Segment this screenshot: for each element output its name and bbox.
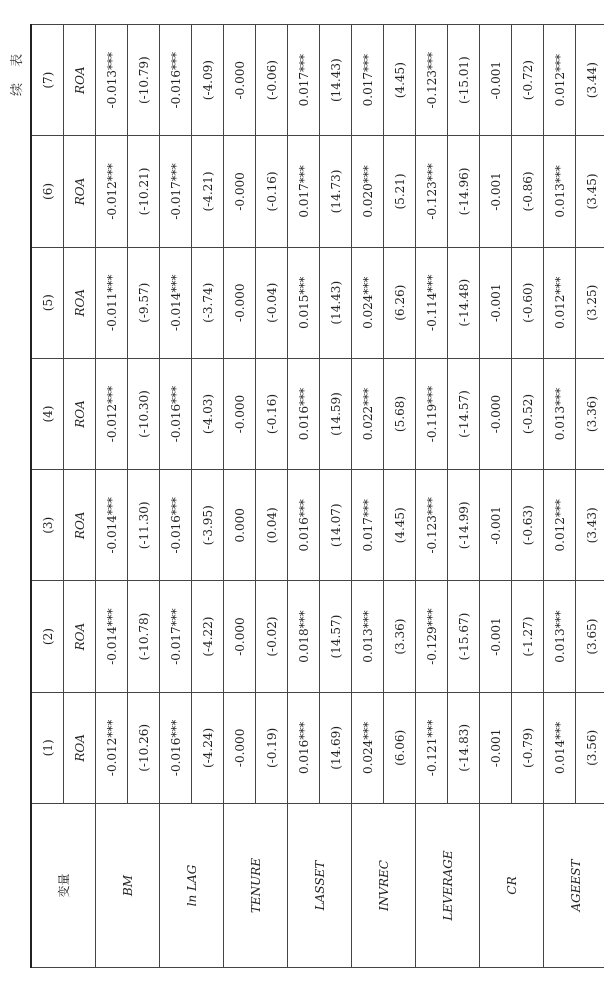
coefficient-cell: 0.013*** bbox=[544, 358, 576, 469]
coefficient-cell: -0.121*** bbox=[416, 692, 448, 803]
model-number-header: (3) bbox=[31, 470, 64, 581]
t-statistic-cell: (3.45) bbox=[576, 136, 604, 247]
t-statistic-cell: (-3.74) bbox=[192, 247, 224, 358]
t-statistic-cell: (-0.16) bbox=[256, 358, 288, 469]
t-statistic-cell: (6.26) bbox=[384, 247, 416, 358]
coefficient-cell: -0.000 bbox=[224, 581, 256, 692]
t-statistic-cell: (-9.57) bbox=[128, 247, 160, 358]
coefficient-cell: -0.119*** bbox=[416, 358, 448, 469]
t-statistic-cell: (-10.26) bbox=[128, 692, 160, 803]
coefficient-cell: -0.001 bbox=[480, 25, 512, 136]
coefficient-cell: 0.022*** bbox=[352, 358, 384, 469]
coefficient-cell: 0.012*** bbox=[544, 247, 576, 358]
variable-header: 变量 bbox=[31, 804, 96, 968]
coefficient-cell: -0.000 bbox=[480, 358, 512, 469]
t-statistic-cell: (-4.22) bbox=[192, 581, 224, 692]
coefficient-row bbox=[160, 25, 192, 968]
t-statistic-cell: (-0.63) bbox=[512, 470, 544, 581]
t-statistic-cell: (-4.03) bbox=[192, 358, 224, 469]
coefficient-cell: 0.020*** bbox=[352, 136, 384, 247]
t-statistic-cell: (-0.02) bbox=[256, 581, 288, 692]
coefficient-cell: -0.129*** bbox=[416, 581, 448, 692]
coefficient-cell: -0.011*** bbox=[96, 247, 128, 358]
t-statistic-cell: (-0.04) bbox=[256, 247, 288, 358]
coefficient-cell: 0.016*** bbox=[288, 692, 320, 803]
coefficient-cell: -0.014*** bbox=[96, 470, 128, 581]
t-statistic-cell: (-10.21) bbox=[128, 136, 160, 247]
coefficient-cell: -0.001 bbox=[480, 692, 512, 803]
coefficient-cell: -0.016*** bbox=[160, 358, 192, 469]
t-statistic-cell: (-15.01) bbox=[448, 25, 480, 136]
coefficient-cell: -0.000 bbox=[224, 358, 256, 469]
coefficient-row bbox=[544, 25, 576, 968]
coefficient-cell: -0.001 bbox=[480, 136, 512, 247]
variable-name: LASSET bbox=[288, 804, 352, 968]
t-statistic-cell: (-4.24) bbox=[192, 692, 224, 803]
t-statistic-cell: (14.73) bbox=[320, 136, 352, 247]
t-statistic-cell: (-15.67) bbox=[448, 581, 480, 692]
variable-name: ln LAG bbox=[160, 804, 224, 968]
t-statistic-cell: (-0.86) bbox=[512, 136, 544, 247]
coefficient-cell: 0.013*** bbox=[352, 581, 384, 692]
coefficient-cell: -0.014*** bbox=[96, 581, 128, 692]
t-statistic-cell: (-0.79) bbox=[512, 692, 544, 803]
t-statistic-cell: (-0.06) bbox=[256, 25, 288, 136]
header-row-model-numbers bbox=[31, 25, 64, 968]
t-statistic-cell: (14.69) bbox=[320, 692, 352, 803]
t-statistic-cell: (-11.30) bbox=[128, 470, 160, 581]
t-statistic-cell: (3.56) bbox=[576, 692, 604, 803]
coefficient-cell: 0.016*** bbox=[288, 358, 320, 469]
t-statistic-cell: (-14.57) bbox=[448, 358, 480, 469]
model-number-header: (6) bbox=[31, 136, 64, 247]
variable-name: INVREC bbox=[352, 804, 416, 968]
variable-name: TENURE bbox=[224, 804, 288, 968]
coefficient-cell: 0.017*** bbox=[352, 25, 384, 136]
dependent-variable-header: ROA bbox=[64, 136, 96, 247]
coefficient-cell: 0.012*** bbox=[544, 25, 576, 136]
coefficient-row bbox=[96, 25, 128, 968]
t-statistic-cell: (-3.95) bbox=[192, 470, 224, 581]
coefficient-cell: 0.013*** bbox=[544, 136, 576, 247]
coefficient-cell: -0.123*** bbox=[416, 136, 448, 247]
dependent-variable-header: ROA bbox=[64, 692, 96, 803]
coefficient-cell: 0.013*** bbox=[544, 581, 576, 692]
t-statistic-cell: (-10.79) bbox=[128, 25, 160, 136]
coefficient-cell: 0.024*** bbox=[352, 692, 384, 803]
coefficient-cell: -0.123*** bbox=[416, 25, 448, 136]
t-statistic-cell: (-4.09) bbox=[192, 25, 224, 136]
dependent-variable-header: ROA bbox=[64, 25, 96, 136]
coefficient-cell: -0.000 bbox=[224, 247, 256, 358]
t-statistic-cell: (-1.27) bbox=[512, 581, 544, 692]
coefficient-cell: -0.001 bbox=[480, 470, 512, 581]
t-statistic-cell: (14.59) bbox=[320, 358, 352, 469]
coefficient-cell: 0.012*** bbox=[544, 470, 576, 581]
t-statistic-cell: (4.45) bbox=[384, 25, 416, 136]
coefficient-cell: -0.017*** bbox=[160, 136, 192, 247]
t-statistic-cell: (-0.52) bbox=[512, 358, 544, 469]
coefficient-cell: -0.012*** bbox=[96, 692, 128, 803]
t-statistic-cell: (-14.48) bbox=[448, 247, 480, 358]
regression-table bbox=[30, 24, 604, 968]
coefficient-cell: -0.017*** bbox=[160, 581, 192, 692]
coefficient-cell: 0.018*** bbox=[288, 581, 320, 692]
t-statistic-cell: (6.06) bbox=[384, 692, 416, 803]
t-statistic-cell: (14.43) bbox=[320, 25, 352, 136]
coefficient-cell: 0.015*** bbox=[288, 247, 320, 358]
dependent-variable-header: ROA bbox=[64, 581, 96, 692]
coefficient-cell: 0.017*** bbox=[288, 25, 320, 136]
coefficient-cell: 0.014*** bbox=[544, 692, 576, 803]
t-statistic-cell: (4.45) bbox=[384, 470, 416, 581]
coefficient-cell: -0.000 bbox=[224, 136, 256, 247]
t-statistic-cell: (-10.30) bbox=[128, 358, 160, 469]
dependent-variable-header: ROA bbox=[64, 470, 96, 581]
coefficient-cell: -0.012*** bbox=[96, 136, 128, 247]
coefficient-cell: -0.000 bbox=[224, 25, 256, 136]
t-statistic-cell: (5.68) bbox=[384, 358, 416, 469]
coefficient-cell: 0.024*** bbox=[352, 247, 384, 358]
model-number-header: (2) bbox=[31, 581, 64, 692]
coefficient-cell: 0.016*** bbox=[288, 470, 320, 581]
t-statistic-cell: (14.57) bbox=[320, 581, 352, 692]
coefficient-cell: -0.014*** bbox=[160, 247, 192, 358]
variable-name: BM bbox=[96, 804, 160, 968]
coefficient-row bbox=[288, 25, 320, 968]
model-number-header: (4) bbox=[31, 358, 64, 469]
t-statistic-cell: (14.07) bbox=[320, 470, 352, 581]
coefficient-cell: -0.000 bbox=[224, 692, 256, 803]
coefficient-cell: -0.114*** bbox=[416, 247, 448, 358]
t-statistic-cell: (-0.60) bbox=[512, 247, 544, 358]
t-statistic-cell: (3.44) bbox=[576, 25, 604, 136]
continued-caption: 续 表 bbox=[10, 47, 25, 96]
t-statistic-cell: (-14.83) bbox=[448, 692, 480, 803]
coefficient-cell: -0.012*** bbox=[96, 358, 128, 469]
coefficient-row bbox=[224, 25, 256, 968]
coefficient-row bbox=[352, 25, 384, 968]
coefficient-cell: -0.013*** bbox=[96, 25, 128, 136]
coefficient-cell: 0.017*** bbox=[352, 470, 384, 581]
dependent-variable-header: ROA bbox=[64, 247, 96, 358]
variable-name: LEVERAGE bbox=[416, 804, 480, 968]
t-statistic-cell: (-14.99) bbox=[448, 470, 480, 581]
t-statistic-cell: (-0.16) bbox=[256, 136, 288, 247]
t-statistic-cell: (0.04) bbox=[256, 470, 288, 581]
coefficient-cell: -0.001 bbox=[480, 581, 512, 692]
coefficient-cell: -0.016*** bbox=[160, 692, 192, 803]
model-number-header: (1) bbox=[31, 692, 64, 803]
coefficient-cell: 0.017*** bbox=[288, 136, 320, 247]
coefficient-cell: -0.016*** bbox=[160, 470, 192, 581]
coefficient-cell: -0.016*** bbox=[160, 25, 192, 136]
coefficient-row bbox=[480, 25, 512, 968]
t-statistic-cell: (-4.21) bbox=[192, 136, 224, 247]
coefficient-row bbox=[416, 25, 448, 968]
t-statistic-cell: (3.36) bbox=[576, 358, 604, 469]
coefficient-cell: -0.123*** bbox=[416, 470, 448, 581]
t-statistic-cell: (-14.96) bbox=[448, 136, 480, 247]
t-statistic-cell: (-0.19) bbox=[256, 692, 288, 803]
coefficient-cell: 0.000 bbox=[224, 470, 256, 581]
model-number-header: (5) bbox=[31, 247, 64, 358]
t-statistic-cell: (3.36) bbox=[384, 581, 416, 692]
t-statistic-cell: (3.43) bbox=[576, 470, 604, 581]
t-statistic-cell: (-10.78) bbox=[128, 581, 160, 692]
model-number-header: (7) bbox=[31, 25, 64, 136]
t-statistic-cell: (-0.72) bbox=[512, 25, 544, 136]
dependent-variable-header: ROA bbox=[64, 358, 96, 469]
variable-name: AGEEST bbox=[544, 804, 604, 968]
variable-name: CR bbox=[480, 804, 544, 968]
t-statistic-cell: (14.43) bbox=[320, 247, 352, 358]
t-statistic-cell: (5.21) bbox=[384, 136, 416, 247]
coefficient-cell: -0.001 bbox=[480, 247, 512, 358]
t-statistic-cell: (3.25) bbox=[576, 247, 604, 358]
t-statistic-cell: (3.65) bbox=[576, 581, 604, 692]
